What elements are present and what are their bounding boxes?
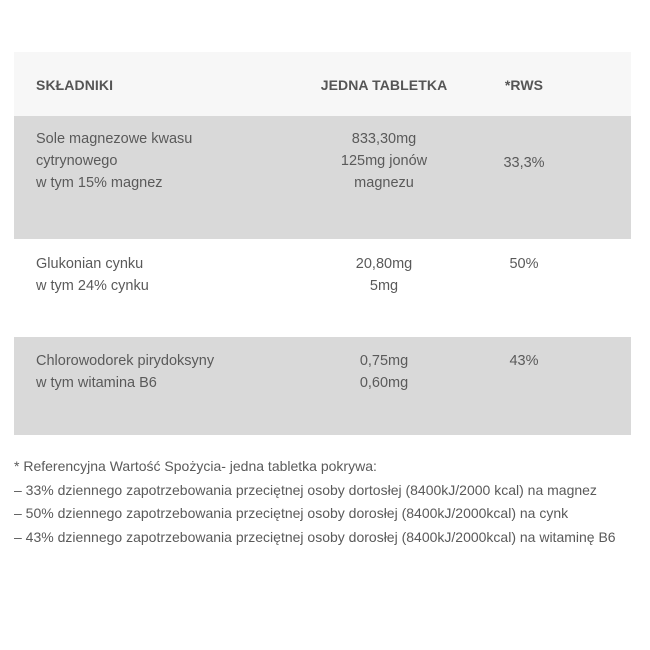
rws-cell: 50% xyxy=(509,256,539,272)
amount-line: 833,30mg xyxy=(351,131,417,147)
ingredient-line: w tym 24% cynku xyxy=(36,278,149,294)
amount-cell xyxy=(304,253,464,297)
rws-cell: 33,3% xyxy=(503,155,545,171)
table-header-row xyxy=(14,52,631,116)
ingredient-line: Sole magnezowe kwasu xyxy=(36,131,193,147)
amount-cell xyxy=(304,350,464,394)
amount-line: 125mg jonów xyxy=(340,153,428,169)
footnote-item: – 43% dziennego zapotrzebowania przeciętnej osoby dorosłej (8400kJ/2000kcal) na witaminę B6 xyxy=(14,528,616,545)
ingredient-line: w tym witamina B6 xyxy=(36,375,157,391)
ingredient-line: Chlorowodorek pirydoksyny xyxy=(36,353,215,369)
table-row xyxy=(14,337,631,435)
supplement-facts-table xyxy=(14,52,631,435)
header-per-tablet: JEDNA TABLETKA xyxy=(320,77,448,93)
table-row xyxy=(14,116,631,239)
amount-line: 5mg xyxy=(369,278,399,294)
header-ingredients: SKŁADNIKI xyxy=(36,77,114,93)
ingredient-cell xyxy=(36,128,266,194)
amount-line: 20,80mg xyxy=(355,256,413,272)
rws-footnote xyxy=(14,455,634,549)
ingredient-cell xyxy=(36,350,266,394)
footnote-item: – 50% dziennego zapotrzebowania przeciętnej osoby dorosłej (8400kJ/2000kcal) na cynk xyxy=(14,505,569,521)
ingredient-line: Glukonian cynku xyxy=(36,256,144,272)
amount-line: magnezu xyxy=(354,175,414,191)
amount-line: 0,60mg xyxy=(359,375,409,391)
ingredient-cell xyxy=(36,253,266,297)
ingredient-line: w tym 15% magnez xyxy=(36,175,163,191)
table-row xyxy=(14,239,631,337)
footnote-intro: * Referencyjna Wartość Spożycia- jedna tabletka pokrywa: xyxy=(14,458,377,474)
amount-line: 0,75mg xyxy=(359,353,409,369)
footnote-item: – 33% dziennego zapotrzebowania przeciętnej osoby dortosłej (8400kJ/2000 kcal) na magnez xyxy=(14,481,597,498)
rws-cell: 43% xyxy=(509,353,539,369)
header-rws: *RWS xyxy=(504,77,544,93)
amount-cell xyxy=(304,128,464,194)
ingredient-line: cytrynowego xyxy=(36,153,118,169)
